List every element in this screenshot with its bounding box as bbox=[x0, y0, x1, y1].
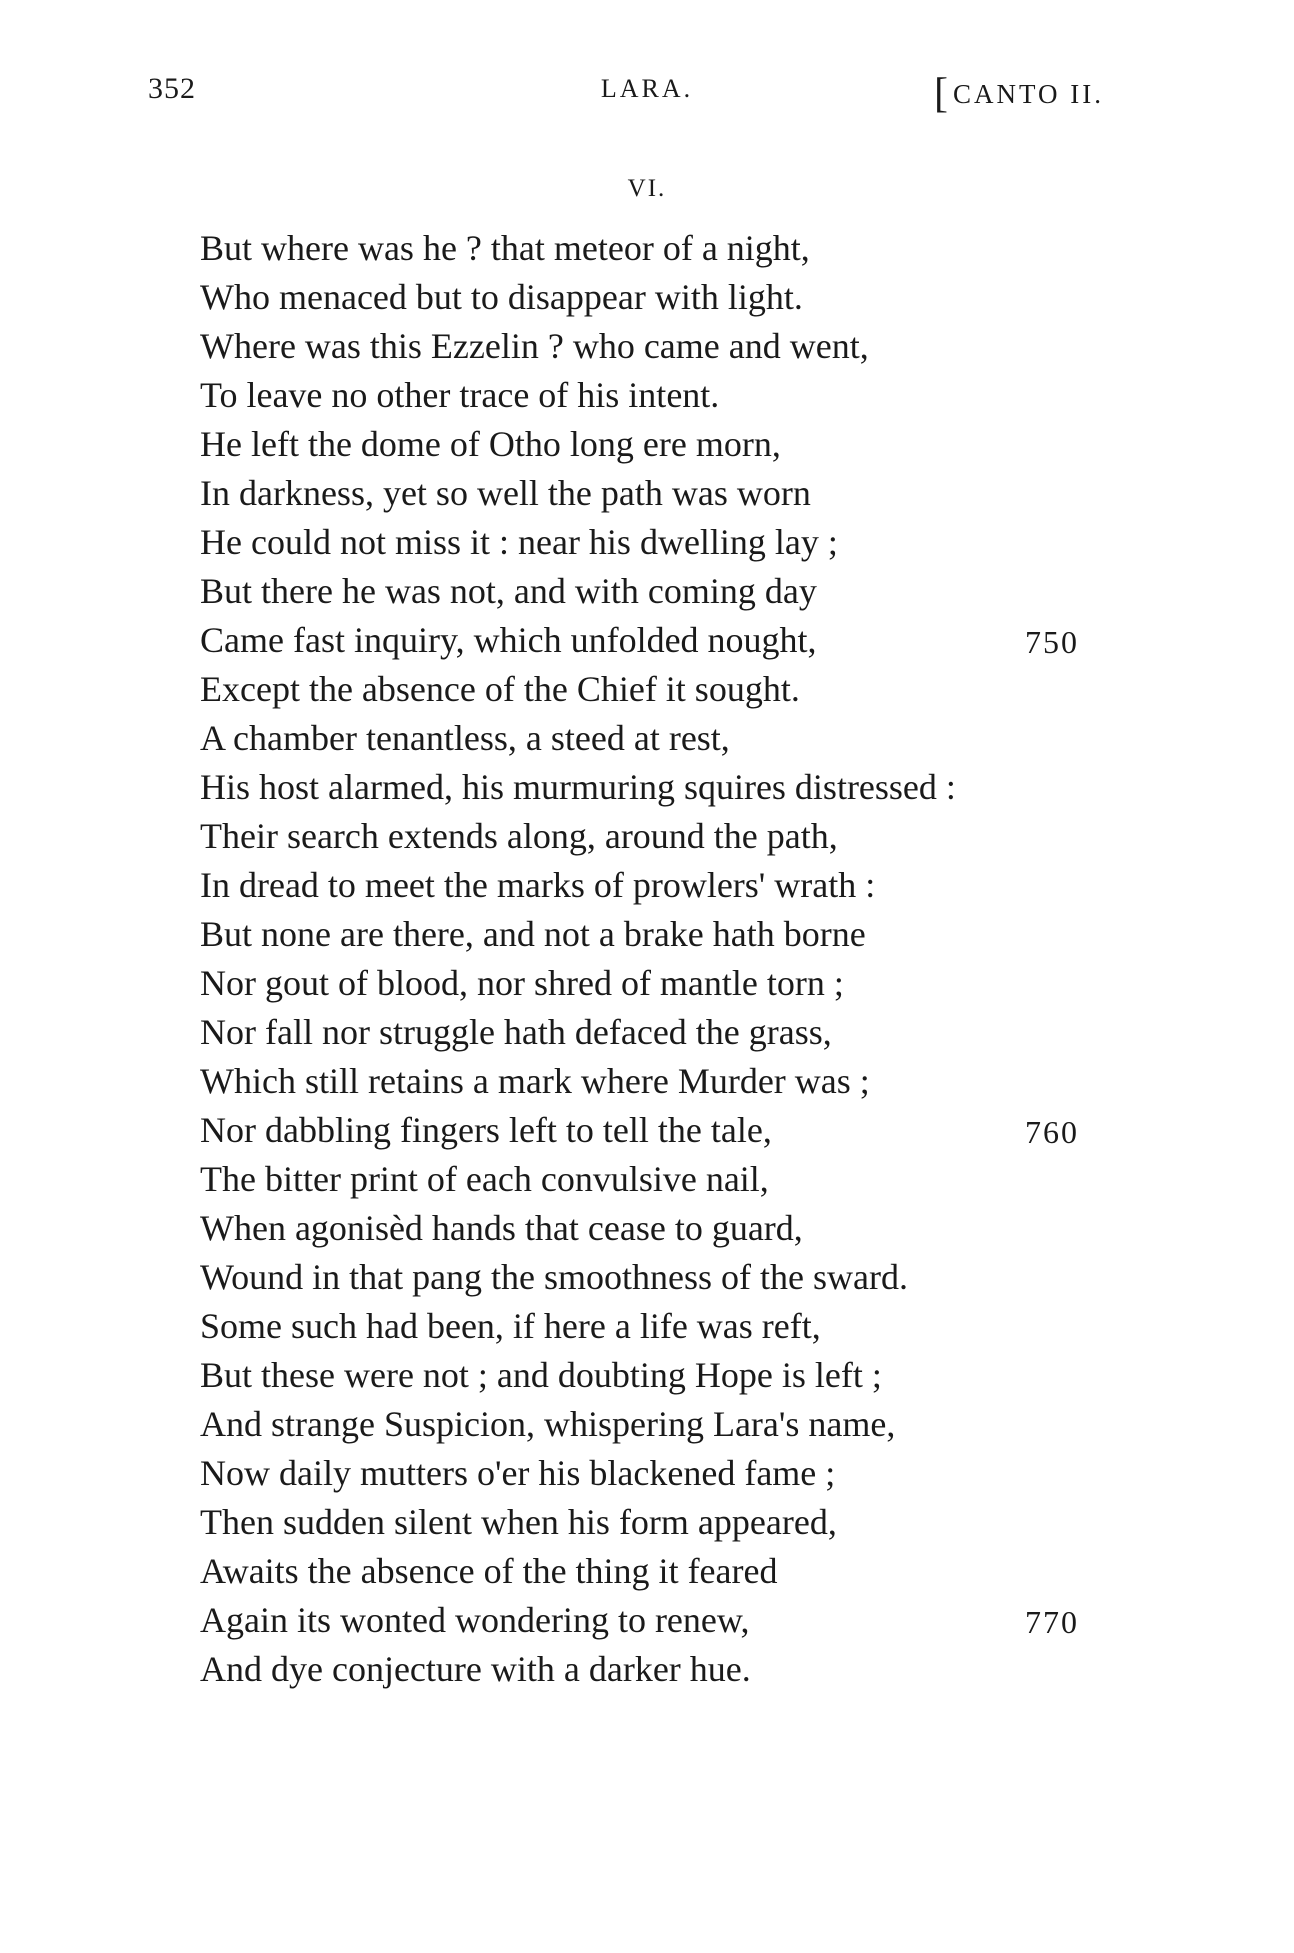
poem-stanza bbox=[200, 224, 1160, 1694]
line-text: When agonisèd hands that cease to guard, bbox=[200, 1208, 803, 1248]
poem-line bbox=[200, 1106, 1160, 1155]
line-text: Again its wonted wondering to renew, bbox=[200, 1600, 750, 1640]
poem-line bbox=[200, 371, 1160, 420]
poem-line bbox=[200, 273, 1160, 322]
line-text: Some such had been, if here a life was reft, bbox=[200, 1306, 821, 1346]
line-text: Their search extends along, around the path, bbox=[200, 816, 838, 856]
poem-line bbox=[200, 910, 1160, 959]
poem-line bbox=[200, 1498, 1160, 1547]
section-numeral: VI. bbox=[627, 175, 667, 202]
running-head bbox=[0, 71, 1294, 117]
poem-line bbox=[200, 616, 1160, 665]
poem-line bbox=[200, 567, 1160, 616]
page-number: 352 bbox=[148, 72, 196, 105]
poem-line bbox=[200, 812, 1160, 861]
line-text: But none are there, and not a brake hath borne bbox=[200, 914, 866, 954]
poem-line bbox=[200, 763, 1160, 812]
poem-line bbox=[200, 665, 1160, 714]
book-title: LARA. bbox=[600, 74, 694, 103]
line-text: Now daily mutters o'er his blackened fame ; bbox=[200, 1453, 836, 1493]
line-text: A chamber tenantless, a steed at rest, bbox=[200, 718, 730, 758]
line-text: Nor gout of blood, nor shred of mantle torn ; bbox=[200, 963, 844, 1003]
poem-line bbox=[200, 1155, 1160, 1204]
line-text: To leave no other trace of his intent. bbox=[200, 375, 720, 415]
line-text: Nor dabbling fingers left to tell the tale, bbox=[200, 1110, 772, 1150]
line-text: The bitter print of each convulsive nail, bbox=[200, 1159, 769, 1199]
poem-line bbox=[200, 1057, 1160, 1106]
poem-line bbox=[200, 959, 1160, 1008]
poem-line bbox=[200, 322, 1160, 371]
line-text: Where was this Ezzelin ? who came and went, bbox=[200, 326, 869, 366]
canto-label bbox=[934, 66, 1104, 117]
line-text: But these were not ; and doubting Hope is left ; bbox=[200, 1355, 882, 1395]
line-number: 770 bbox=[1025, 1604, 1079, 1640]
poem-line bbox=[200, 1645, 1160, 1694]
poem-line bbox=[200, 1400, 1160, 1449]
canto-bracket: [ bbox=[934, 71, 951, 117]
poem-line bbox=[200, 224, 1160, 273]
poem-line bbox=[200, 1596, 1160, 1645]
line-text: Nor fall nor struggle hath defaced the grass, bbox=[200, 1012, 832, 1052]
line-text: And dye conjecture with a darker hue. bbox=[200, 1649, 751, 1689]
line-number: 760 bbox=[1025, 1114, 1079, 1150]
poem-line bbox=[200, 714, 1160, 763]
line-text: He could not miss it : near his dwelling lay ; bbox=[200, 522, 838, 562]
poem-line bbox=[200, 1302, 1160, 1351]
line-text: Came fast inquiry, which unfolded nought, bbox=[200, 620, 817, 660]
line-text: And strange Suspicion, whispering Lara's name, bbox=[200, 1404, 896, 1444]
poem-line bbox=[200, 1008, 1160, 1057]
line-number: 750 bbox=[1025, 624, 1079, 660]
poem-line bbox=[200, 420, 1160, 469]
poem-line bbox=[200, 1547, 1160, 1596]
line-text: He left the dome of Otho long ere morn, bbox=[200, 424, 781, 464]
line-text: Wound in that pang the smoothness of the sward. bbox=[200, 1257, 908, 1297]
poem-line bbox=[200, 518, 1160, 567]
line-text: In darkness, yet so well the path was worn bbox=[200, 473, 811, 513]
line-text: Then sudden silent when his form appeared, bbox=[200, 1502, 837, 1542]
poem-line bbox=[200, 1253, 1160, 1302]
line-text: But where was he ? that meteor of a night, bbox=[200, 228, 810, 268]
line-text: Awaits the absence of the thing it feared bbox=[200, 1551, 778, 1591]
line-text: In dread to meet the marks of prowlers' wrath : bbox=[200, 865, 876, 905]
poem-line bbox=[200, 1204, 1160, 1253]
poem-line bbox=[200, 1351, 1160, 1400]
line-text: Who menaced but to disappear with light. bbox=[200, 277, 803, 317]
poem-line bbox=[200, 861, 1160, 910]
line-text: Except the absence of the Chief it sought. bbox=[200, 669, 800, 709]
line-text: Which still retains a mark where Murder was ; bbox=[200, 1061, 870, 1101]
line-text: His host alarmed, his murmuring squires distressed : bbox=[200, 767, 956, 807]
line-text: But there he was not, and with coming day bbox=[200, 571, 817, 611]
canto-text: CANTO II. bbox=[953, 79, 1104, 109]
poem-line bbox=[200, 469, 1160, 518]
poem-line bbox=[200, 1449, 1160, 1498]
